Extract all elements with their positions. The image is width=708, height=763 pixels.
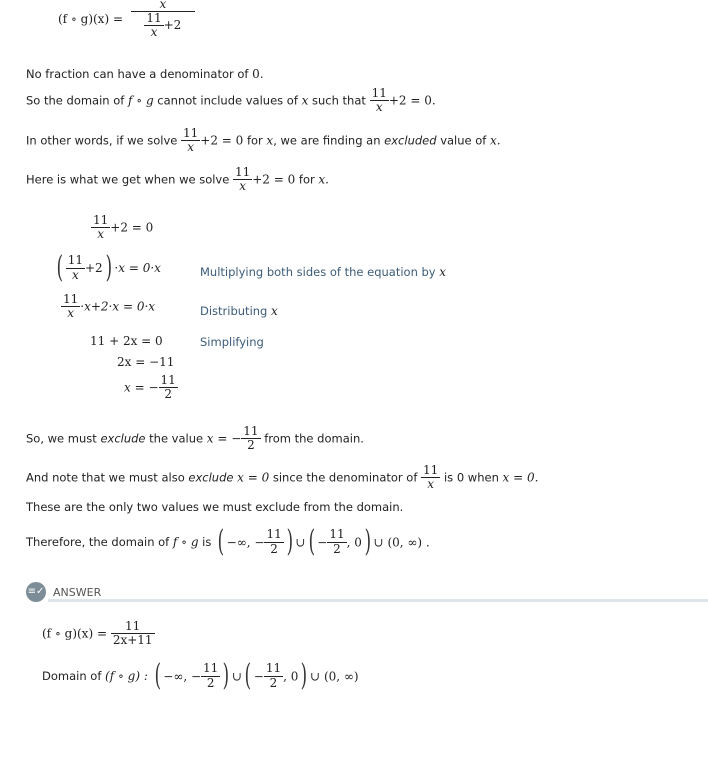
step1-fraction xyxy=(91,214,110,241)
conclusion-exclude-value xyxy=(26,425,364,452)
answer-fraction xyxy=(111,620,155,647)
ans-b: − xyxy=(253,669,264,683)
c4-rparen2: ) xyxy=(364,524,371,559)
step6-pre: x = − xyxy=(124,380,159,395)
line3-mid: , we are finding an xyxy=(273,133,385,148)
c2-fraction xyxy=(421,464,440,491)
step3-den: x xyxy=(67,306,75,321)
line2-x: x xyxy=(301,93,309,108)
c4-den1: 2 xyxy=(270,541,278,556)
conclusion-exclude-zero xyxy=(26,464,538,491)
c1-pre: So, we must xyxy=(26,431,101,446)
line2-fg: f ∘ g xyxy=(127,93,154,108)
line4-frac-num: 11 xyxy=(234,165,251,179)
top-fraction xyxy=(131,0,195,40)
top-lhs: (f ∘ g)(x) = xyxy=(58,11,123,26)
step2-tail: ·x = 0·x xyxy=(114,261,161,275)
c4-b2: , 0 xyxy=(346,535,362,549)
answer-expression xyxy=(42,620,155,647)
answer-divider xyxy=(48,599,708,602)
step4-text: 11 + 2x = 0 xyxy=(90,334,163,348)
line2-frac-num: 11 xyxy=(371,86,387,100)
line2-mid2: such that xyxy=(308,93,370,108)
top-den-plus: +2 xyxy=(163,18,182,33)
line4-end: x. xyxy=(318,172,329,187)
line3-post: value of xyxy=(436,133,491,148)
line3-excluded: excluded xyxy=(384,133,437,148)
step2-annotation xyxy=(200,265,446,279)
line4-pre: Here is what we get when we solve xyxy=(26,172,233,187)
c4-tail: ∪ (0, ∞) . xyxy=(373,535,430,549)
top-denominator xyxy=(131,12,195,39)
line3-end: x. xyxy=(490,133,501,148)
line3-frac-den: x xyxy=(187,140,195,155)
c4-is: is xyxy=(198,535,216,549)
top-numerator: x xyxy=(131,0,195,12)
line3-pre: In other words, if we solve xyxy=(26,133,181,148)
answer-label: ANSWER xyxy=(53,586,102,599)
answer-icon: ≡✓ xyxy=(26,582,46,602)
line1-value: 0. xyxy=(252,67,264,81)
c2-exclude: exclude xyxy=(188,470,234,485)
c4-num2: 11 xyxy=(329,527,345,542)
step2-lparen: ( xyxy=(56,250,64,285)
answer-num: 11 xyxy=(111,620,155,634)
top-inner-den: x xyxy=(150,25,158,40)
c1-mid: the value xyxy=(145,431,207,446)
line4-frac-den: x xyxy=(239,179,246,194)
ans-b2: , 0 xyxy=(283,669,299,683)
line4-for: for xyxy=(295,172,319,187)
conclusion-domain xyxy=(26,524,430,559)
c4-fg: f ∘ g xyxy=(172,535,199,549)
line3-for: for xyxy=(243,133,267,148)
ans-tail: ∪ (0, ∞) xyxy=(310,669,359,683)
c2-end: x = 0. xyxy=(502,470,539,485)
step2-den: x xyxy=(71,267,79,282)
line2-mid: cannot include values of xyxy=(153,93,302,108)
c4-lparen2: ( xyxy=(308,524,315,559)
c2-num: 11 xyxy=(423,463,439,477)
c2-mid: since the denominator of xyxy=(269,470,422,485)
step3-note-x: x xyxy=(271,304,278,318)
c2-den: x xyxy=(427,477,435,492)
answer-lhs: (f ∘ g)(x) = xyxy=(42,626,107,641)
c4-num1: 11 xyxy=(266,527,282,542)
step2-rparen: ) xyxy=(105,250,112,285)
step3-num: 11 xyxy=(63,292,79,306)
c1-x: x = − xyxy=(206,431,242,446)
line-in-other-words xyxy=(26,127,501,154)
top-expression xyxy=(58,0,195,40)
step6-den: 2 xyxy=(164,387,172,402)
top-inner-num: 11 xyxy=(146,11,162,26)
step6-fraction xyxy=(159,374,178,401)
c4-a: −∞, − xyxy=(226,535,265,549)
ans-den2: 2 xyxy=(269,675,278,690)
c1-post: from the domain. xyxy=(260,431,364,446)
line3-rest: +2 = 0 xyxy=(200,133,244,148)
step1-rest: +2 = 0 xyxy=(110,220,154,235)
step-1 xyxy=(91,214,153,241)
step3-annotation xyxy=(200,304,278,318)
top-inner-fraction xyxy=(144,12,163,39)
line4-fraction xyxy=(233,166,252,193)
answer-domain xyxy=(42,658,359,693)
answer-dom-fg: (f ∘ g) : xyxy=(105,669,148,683)
step5-text: 2x = −11 xyxy=(117,355,175,369)
ans-rparen1: ) xyxy=(222,658,230,693)
ans-union: ∪ xyxy=(232,669,243,683)
step3-note: Distributing xyxy=(200,304,272,318)
c1-exclude: exclude xyxy=(100,431,146,446)
line-domain-exclusion xyxy=(26,87,436,114)
c4-union: ∪ xyxy=(295,535,306,549)
ans-num1: 11 xyxy=(203,661,219,676)
ans-a: −∞, − xyxy=(163,669,201,683)
conclusion-only-two-values xyxy=(26,500,403,514)
line2-fraction xyxy=(370,87,389,114)
step4-note: Simplifying xyxy=(200,335,264,349)
line-here-is-what xyxy=(26,166,329,193)
step2-rest: +2 xyxy=(85,261,103,275)
line2-frac-den: x xyxy=(375,100,383,115)
c4-interval-expr xyxy=(215,524,430,559)
c4-rparen1: ) xyxy=(286,524,293,559)
c4-lparen1: ( xyxy=(217,524,225,559)
step-6 xyxy=(124,374,178,401)
line3-frac-num: 11 xyxy=(183,126,199,140)
step6-num: 11 xyxy=(160,373,176,387)
c4-frac2 xyxy=(327,528,346,555)
c2-post: is 0 when xyxy=(440,470,503,485)
c1-den: 2 xyxy=(247,438,255,453)
line3-x: x xyxy=(266,133,274,148)
line1-text: No fraction can have a denominator of xyxy=(26,67,253,81)
step-3 xyxy=(61,293,155,320)
step2-num: 11 xyxy=(67,253,83,268)
line2-rest: +2 = 0. xyxy=(388,93,436,108)
step-5 xyxy=(117,355,174,369)
c1-fraction xyxy=(241,425,260,452)
answer-header xyxy=(26,582,708,600)
line3-fraction xyxy=(181,127,200,154)
c2-pre: And note that we must also xyxy=(26,470,189,485)
line-no-zero-denominator xyxy=(26,67,264,81)
line2-pre: So the domain of xyxy=(26,93,128,108)
step3-fraction xyxy=(61,293,80,320)
answer-dom-pre: Domain of xyxy=(42,669,106,683)
ans-frac2 xyxy=(264,662,283,689)
c4-frac1 xyxy=(264,528,283,555)
ans-frac1 xyxy=(201,662,220,689)
step-4 xyxy=(90,334,163,348)
ans-lparen2: ( xyxy=(244,658,252,693)
c1-num: 11 xyxy=(243,424,259,438)
step1-den: x xyxy=(97,227,105,242)
c3-text: These are the only two values we must exclude from the domain. xyxy=(26,500,404,514)
step4-annotation xyxy=(200,335,264,349)
c4-den2: 2 xyxy=(333,541,341,556)
step3-tail: ·x+2·x = 0·x xyxy=(80,299,156,314)
line4-rest: +2 = 0 xyxy=(252,172,296,187)
c4-pre: Therefore, the domain of xyxy=(26,535,173,549)
step2-fraction xyxy=(66,254,85,281)
ans-rparen2: ) xyxy=(301,658,308,693)
answer-den: 2x+11 xyxy=(112,633,153,648)
step2-note-x: x xyxy=(439,265,447,279)
c4-b: − xyxy=(317,535,328,549)
ans-num2: 11 xyxy=(265,661,282,676)
ans-den1: 2 xyxy=(206,675,215,690)
step-2 xyxy=(54,250,161,285)
answer-interval-expr xyxy=(152,658,359,693)
step2-note: Multiplying both sides of the equation by xyxy=(200,265,440,279)
step1-num: 11 xyxy=(93,213,109,227)
c2-x: x = 0 xyxy=(237,470,270,485)
ans-lparen1: ( xyxy=(154,658,161,693)
